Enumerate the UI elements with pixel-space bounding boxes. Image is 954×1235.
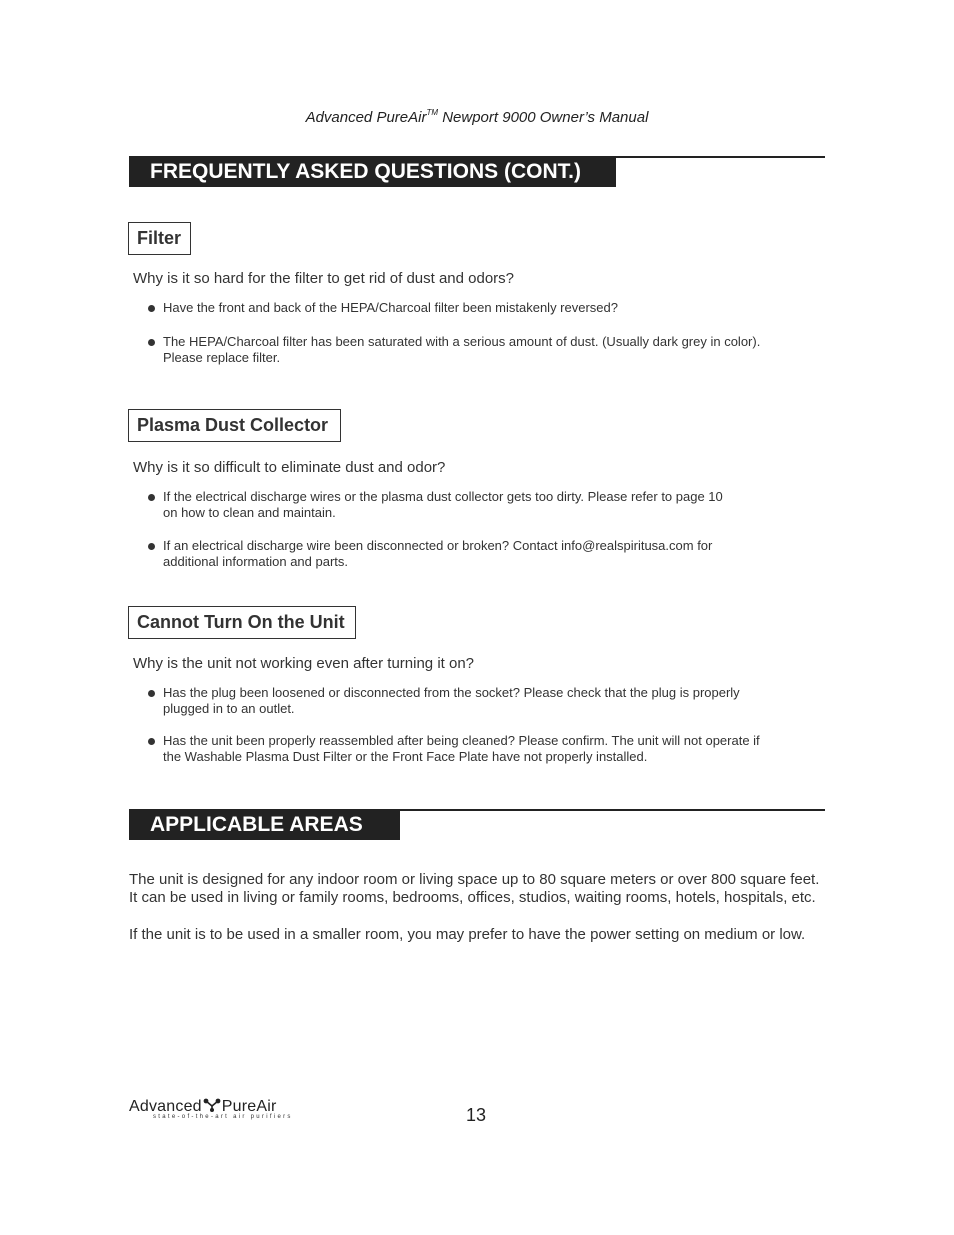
list-item: Has the unit been properly reassembled after being cleaned? Please confirm. The unit will not operate if the Washable Plasma Dust Filter or the Front Face Plate have not properly installed. [148,733,818,765]
faq-section-title: FREQUENTLY ASKED QUESTIONS (CONT.) [129,157,616,187]
running-header [0,108,954,126]
molecule-icon [203,1098,221,1112]
areas-section-title: APPLICABLE AREAS [129,810,400,840]
list-item: If the electrical discharge wires or the plasma dust collector gets too dirty. Please refer to page 10 on how to clean and maintain. [148,489,818,521]
topic-plasma-question: Why is it so difficult to eliminate dust and odor? [133,459,446,476]
bullet-icon [148,305,155,312]
bullet-icon [148,494,155,501]
logo-tagline: state-of-the-art air purifiers [153,1114,293,1120]
areas-paragraph: The unit is designed for any indoor room or living space up to 80 square meters or over 800 square feet. It can be used in living or family rooms, bedrooms, offices, studios, waiting rooms, hotels, hospitals, etc. [129,871,820,906]
list-item: Have the front and back of the HEPA/Charcoal filter been mistakenly reversed? [148,300,818,316]
trademark-mark: TM [426,108,439,117]
header-title-suffix: Newport 9000 Owner’s Manual [438,109,649,126]
brand-logo [129,1098,309,1124]
areas-note: If the unit is to be used in a smaller room, you may prefer to have the power setting on medium or low. [129,926,806,943]
logo-text-right: PureAir [221,1098,277,1115]
topic-power-question: Why is the unit not working even after turning it on? [133,655,475,672]
list-item: If an electrical discharge wire been disconnected or broken? Contact info@realspiritusa.com for additional information and parts. [148,538,818,570]
bullet-icon [148,738,155,745]
topic-filter-question: Why is it so hard for the filter to get rid of dust and odors? [133,270,515,287]
topic-filter-title: Filter [128,222,191,255]
topic-plasma-title: Plasma Dust Collector [128,409,341,442]
bullet-icon [148,339,155,346]
logo-text-left: Advanced [129,1098,202,1115]
topic-power-title: Cannot Turn On the Unit [128,606,356,639]
header-title-prefix: Advanced PureAir [305,109,427,126]
bullet-icon [148,543,155,550]
list-item: Has the plug been loosened or disconnected from the socket? Please check that the plug is properly plugged in to an outlet. [148,685,818,717]
list-item: The HEPA/Charcoal filter has been saturated with a serious amount of dust. (Usually dark grey in color). Please replace filter. [148,334,818,366]
page-number: 13 [466,1105,487,1125]
bullet-icon [148,690,155,697]
